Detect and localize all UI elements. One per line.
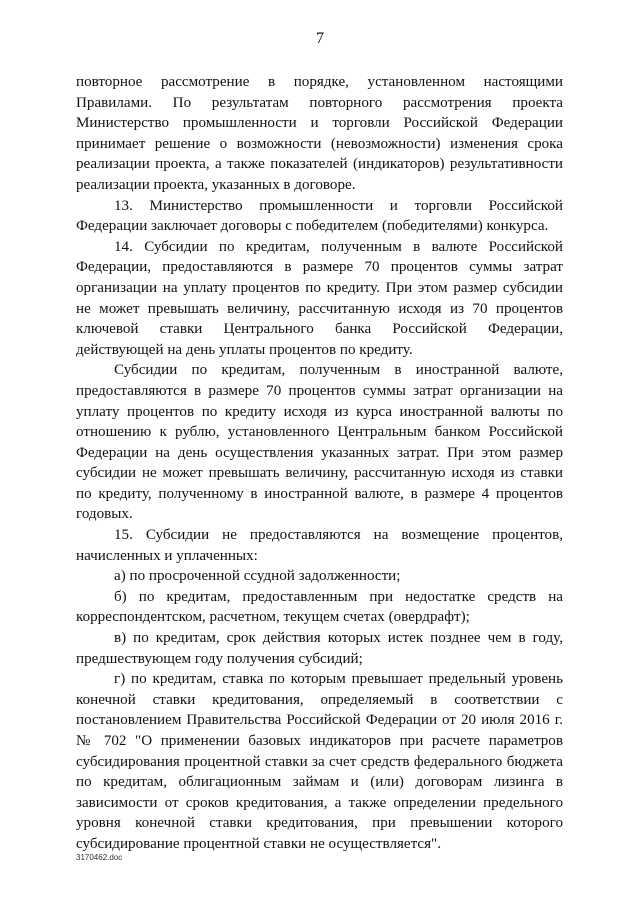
paragraph: 15. Субсидии не предоставляются на возмещение процентов, начисленных и уплаченных: <box>76 527 563 564</box>
paragraph: Субсидии по кредитам, полученным в иностранной валюте, предоставляются в размере 70 процентов суммы затрат организации на уплату процентов по кредиту исходя из курса иностранной валюты по отношению к рублю, установленного Центральным банком Российской Федерации на день осуществления указанных затрат. При этом размер субсидии не может превышать величину, рассчитанную исходя из ставки по кредиту, полученному в иностранной валюте, в размере 4 процентов годовых. <box>76 362 563 523</box>
paragraph: а) по просроченной ссудной задолженности; <box>114 568 401 585</box>
paragraph: в) по кредитам, срок действия которых истек позднее чем в году, предшествующем году получения субсидий; <box>76 630 563 667</box>
paragraph: б) по кредитам, предоставленным при недостатке средств на корреспондентском, расчетном, текущем счетах (овердрафт); <box>76 588 563 626</box>
paragraph: повторное рассмотрение в порядке, установленном настоящими Правилами. По результатам повторного рассмотрения проекта Министерство промышленности и торговли Российской Федерации принимает решение о возможности (невозможности) изменения срока реализации проекта, а также показателей (индикаторов) результативности реализации проекта, указанных в договоре. <box>76 74 563 193</box>
file-name-footer: 3170462.doc <box>76 853 123 862</box>
paragraph: 13. Министерство промышленности и торговли Российской Федерации заключает договоры с победителем (победителями) конкурса. <box>76 197 563 235</box>
page-number: 7 <box>316 30 324 47</box>
paragraph: 14. Субсидии по кредитам, полученным в валюте Российской Федерации, предоставляются в размере 70 процентов суммы затрат организации на уплату процентов по кредиту. При этом размер субсидии не может превышать величину, рассчитанную исходя из 70 процентов ключевой ставки Центрального банка Российской Федерации, действующей на день уплаты процентов по кредиту. <box>76 238 563 358</box>
document-body <box>76 72 563 855</box>
paragraph: г) по кредитам, ставка по которым превышает предельный уровень конечной ставки кредитования, определяемый в соответствии с постановлением Правительства Российской Федерации от 20 июля 2016 г. № 702 "О применении базовых индикаторов при расчете параметров субсидирования процентной ставки за счет средств федерального бюджета по кредитам, облигационным займам и (или) договорам лизинга в зависимости от сроков кредитования, а также определении предельного уровня конечной ставки кредитования, при превышении которого субсидирование процентной ставки не осуществляется". <box>76 671 563 852</box>
